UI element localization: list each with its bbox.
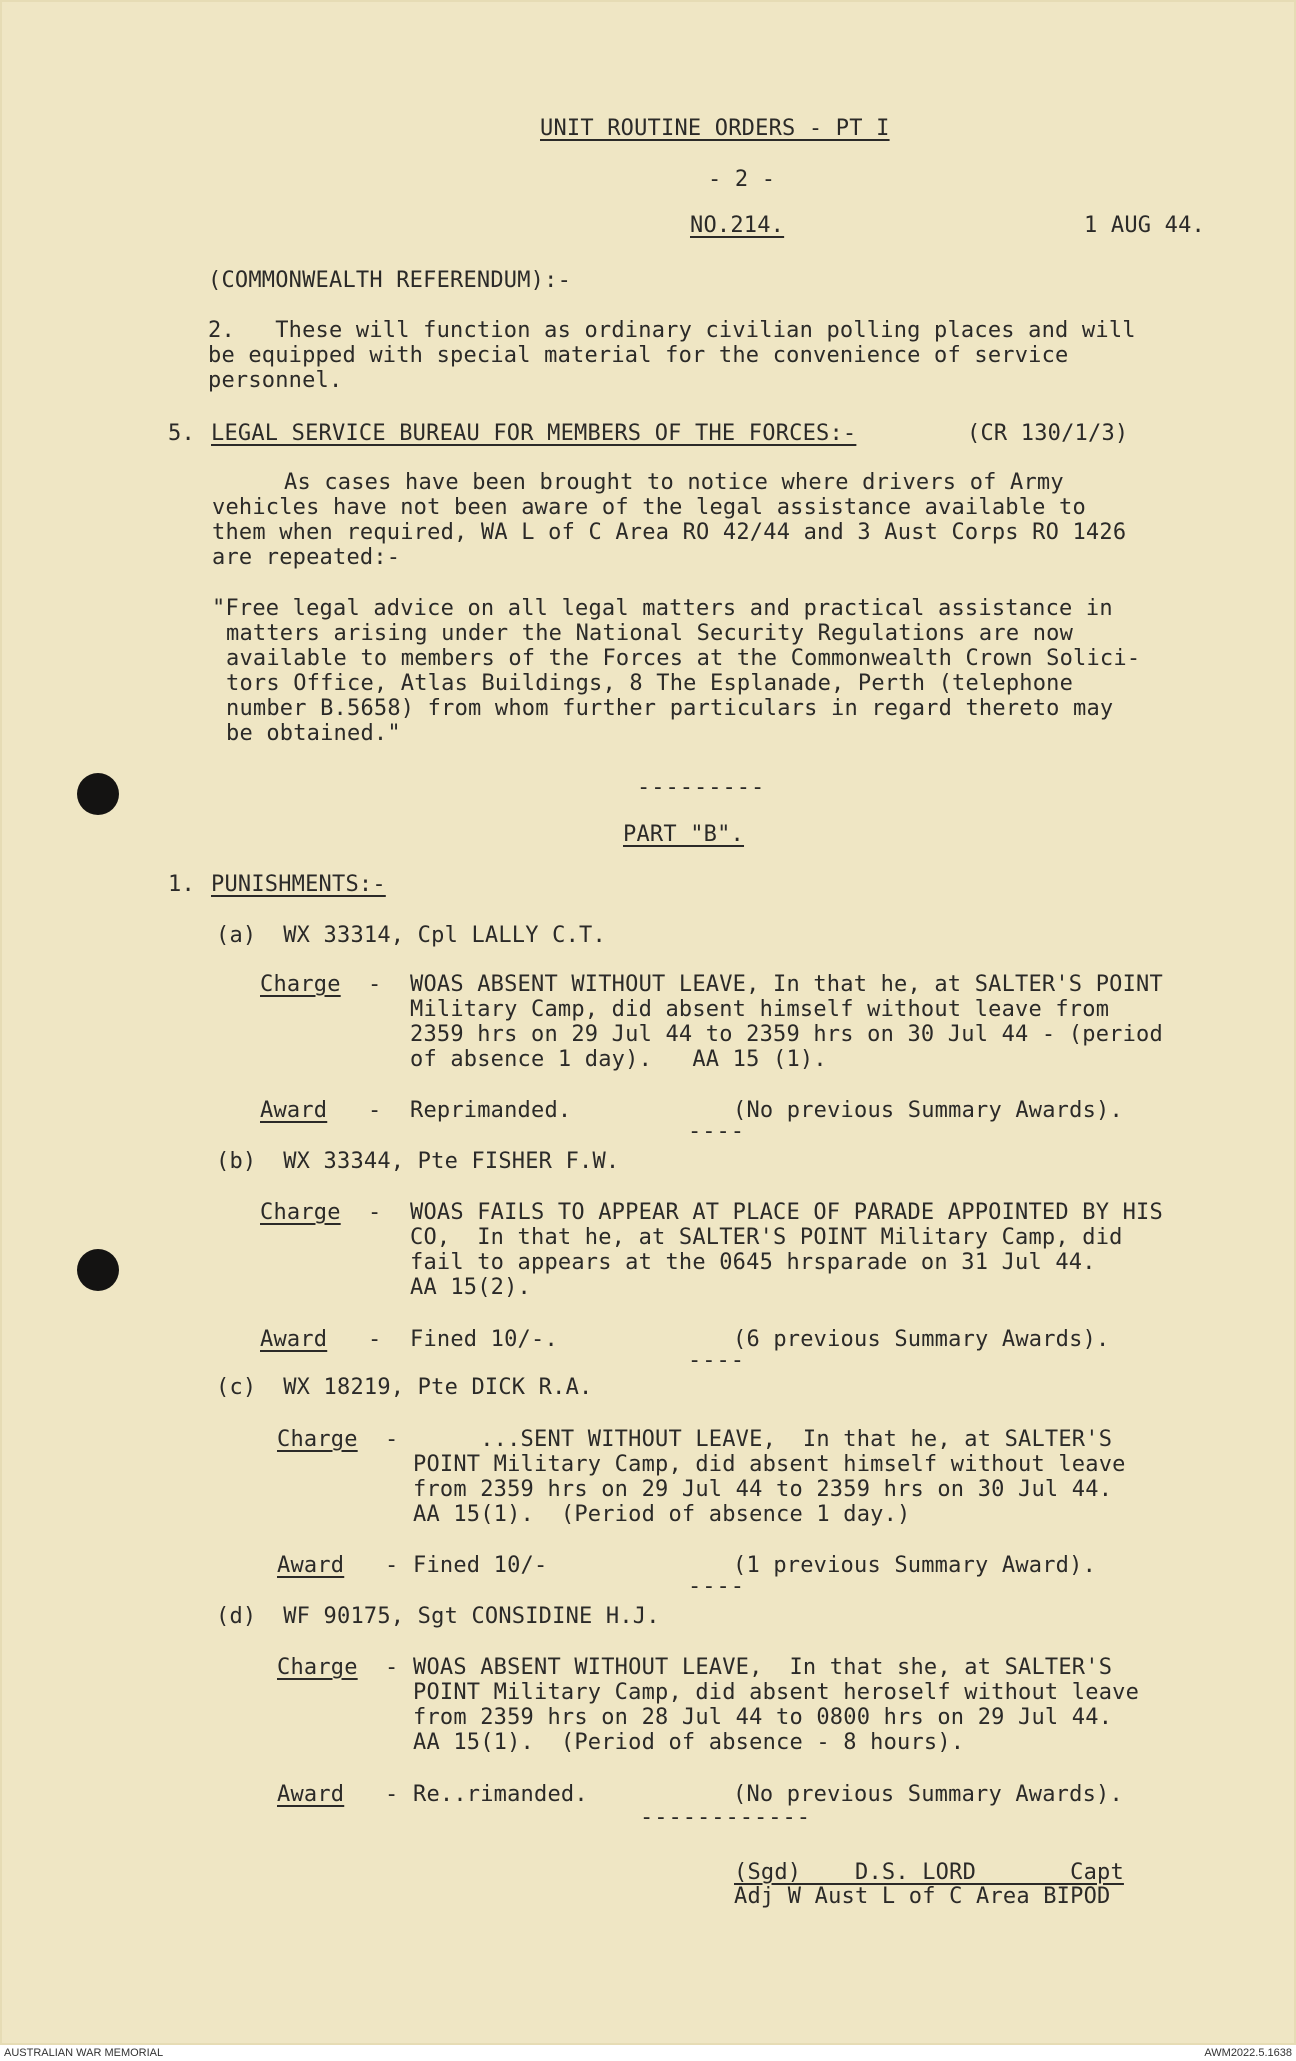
- short-separator: ----: [688, 1119, 745, 1144]
- dash: -: [385, 1655, 399, 1680]
- previous-awards: (1 previous Summary Award).: [733, 1553, 1097, 1578]
- charge-line: AA 15(1). (Period of absence 1 day.): [413, 1502, 911, 1527]
- quote-line: "Free legal advice on all legal matters and practical assistance in: [212, 596, 1113, 621]
- charge-line: from 2359 hrs on 29 Jul 44 to 2359 hrs on 30 Jul 44.: [413, 1477, 1113, 1502]
- quote-line: number B.5658) from whom further particulars in regard thereto may: [226, 696, 1114, 721]
- award-value: Fined 10/-.: [410, 1327, 558, 1352]
- part-title: PART "B".: [623, 822, 745, 847]
- dash: -: [368, 1200, 382, 1225]
- dash: -: [368, 972, 382, 997]
- charge-label: Charge: [260, 1200, 341, 1225]
- reference-code: (CR 130/1/3): [967, 421, 1129, 446]
- section-heading: LEGAL SERVICE BUREAU FOR MEMBERS OF THE FORCES:-: [211, 421, 857, 446]
- charge-label: Charge: [260, 972, 341, 997]
- dash: -: [368, 1098, 382, 1123]
- quote-line: be obtained.": [226, 721, 401, 746]
- punishment-label: (b) WX 33344, Pte FISHER F.W.: [216, 1149, 620, 1174]
- award-value: Fined 10/-: [413, 1553, 548, 1578]
- charge-line: Military Camp, did absent himself without leave from: [410, 997, 1110, 1022]
- section-number: 5.: [168, 421, 195, 446]
- paragraph-line: As cases have been brought to notice where drivers of Army: [284, 470, 1064, 495]
- charge-label: Charge: [277, 1655, 358, 1680]
- archive-reference: AWM2022.5.1638: [1204, 2047, 1292, 2059]
- charge-line: POINT Military Camp, did absent heroself without leave: [413, 1680, 1140, 1705]
- charge-line: of absence 1 day). AA 15 (1).: [410, 1047, 827, 1072]
- document-title: UNIT ROUTINE ORDERS - PT I: [540, 116, 890, 141]
- paragraph-line: be equipped with special material for the convenience of service: [208, 343, 1069, 368]
- charge-line: 2359 hrs on 29 Jul 44 to 2359 hrs on 30 Jul 44 - (period: [410, 1022, 1163, 1047]
- charge-line: from 2359 hrs on 28 Jul 44 to 0800 hrs on 29 Jul 44.: [413, 1705, 1113, 1730]
- paragraph-line: are repeated:-: [212, 545, 401, 570]
- charge-label: Charge: [277, 1427, 358, 1452]
- quote-line: matters arising under the National Security Regulations are now: [226, 621, 1074, 646]
- short-separator: ----: [688, 1348, 745, 1373]
- charge-line: fail to appears at the 0645 hrsparade on 31 Jul 44.: [410, 1250, 1096, 1275]
- charge-line: WOAS ABSENT WITHOUT LEAVE, In that he, at SALTER'S POINT: [410, 972, 1163, 997]
- section-number: 1.: [168, 872, 195, 897]
- archive-footer: [0, 2045, 1296, 2061]
- charge-line: AA 15(1). (Period of absence - 8 hours).: [413, 1730, 965, 1755]
- dash: -: [385, 1553, 399, 1578]
- paragraph-line: personnel.: [208, 368, 343, 393]
- dash: -: [385, 1782, 399, 1807]
- charge-line: WOAS ABSENT WITHOUT LEAVE, In that she, at SALTER'S: [413, 1655, 1113, 1680]
- section-heading: (COMMONWEALTH REFERENDUM):-: [208, 268, 572, 293]
- quote-line: tors Office, Atlas Buildings, 8 The Esplanade, Perth (telephone: [226, 671, 1074, 696]
- paragraph-line: vehicles have not been aware of the legal assistance available to: [212, 495, 1086, 520]
- previous-awards: (6 previous Summary Awards).: [733, 1327, 1110, 1352]
- archive-name: AUSTRALIAN WAR MEMORIAL: [4, 2047, 164, 2059]
- punishment-label: (d) WF 90175, Sgt CONSIDINE H.J.: [216, 1604, 660, 1629]
- award-label: Award: [277, 1782, 345, 1807]
- previous-awards: (No previous Summary Awards).: [733, 1782, 1123, 1807]
- section-heading: PUNISHMENTS:-: [211, 872, 386, 897]
- signature-title: Adj W Aust L of C Area BIPOD: [734, 1884, 1111, 1909]
- award-value: Reprimanded.: [410, 1098, 572, 1123]
- award-label: Award: [277, 1553, 345, 1578]
- charge-line: ...SENT WITHOUT LEAVE, In that he, at SALTER'S: [413, 1427, 1113, 1452]
- charge-line: CO, In that he, at SALTER'S POINT Military Camp, did: [410, 1225, 1123, 1250]
- award-value: Re..rimanded.: [413, 1782, 588, 1807]
- paragraph-line: them when required, WA L of C Area RO 42/44 and 3 Aust Corps RO 1426: [212, 520, 1127, 545]
- dash: -: [368, 1327, 382, 1352]
- charge-line: WOAS FAILS TO APPEAR AT PLACE OF PARADE APPOINTED BY HIS: [410, 1200, 1163, 1225]
- dash: -: [385, 1427, 399, 1452]
- punch-hole: [77, 1249, 119, 1291]
- previous-awards: (No previous Summary Awards).: [733, 1098, 1123, 1123]
- order-date: 1 AUG 44.: [1084, 213, 1206, 238]
- charge-line: POINT Military Camp, did absent himself without leave: [413, 1452, 1126, 1477]
- order-number: NO.214.: [690, 213, 785, 238]
- quote-line: available to members of the Forces at the Commonwealth Crown Solici-: [226, 646, 1141, 671]
- award-label: Award: [260, 1327, 328, 1352]
- page-number: - 2 -: [708, 167, 776, 192]
- separator: ---------: [637, 775, 766, 800]
- paragraph-line: 2. These will function as ordinary civilian polling places and will: [208, 318, 1136, 343]
- punishment-label: (a) WX 33314, Cpl LALLY C.T.: [216, 923, 606, 948]
- punishment-label: (c) WX 18219, Pte DICK R.A.: [216, 1375, 593, 1400]
- end-separator: ------------: [640, 1805, 811, 1830]
- short-separator: ----: [688, 1574, 745, 1599]
- charge-line: AA 15(2).: [410, 1275, 532, 1300]
- punch-hole: [77, 773, 119, 815]
- award-label: Award: [260, 1098, 328, 1123]
- signature-line: (Sgd) D.S. LORD Capt: [734, 1860, 1124, 1885]
